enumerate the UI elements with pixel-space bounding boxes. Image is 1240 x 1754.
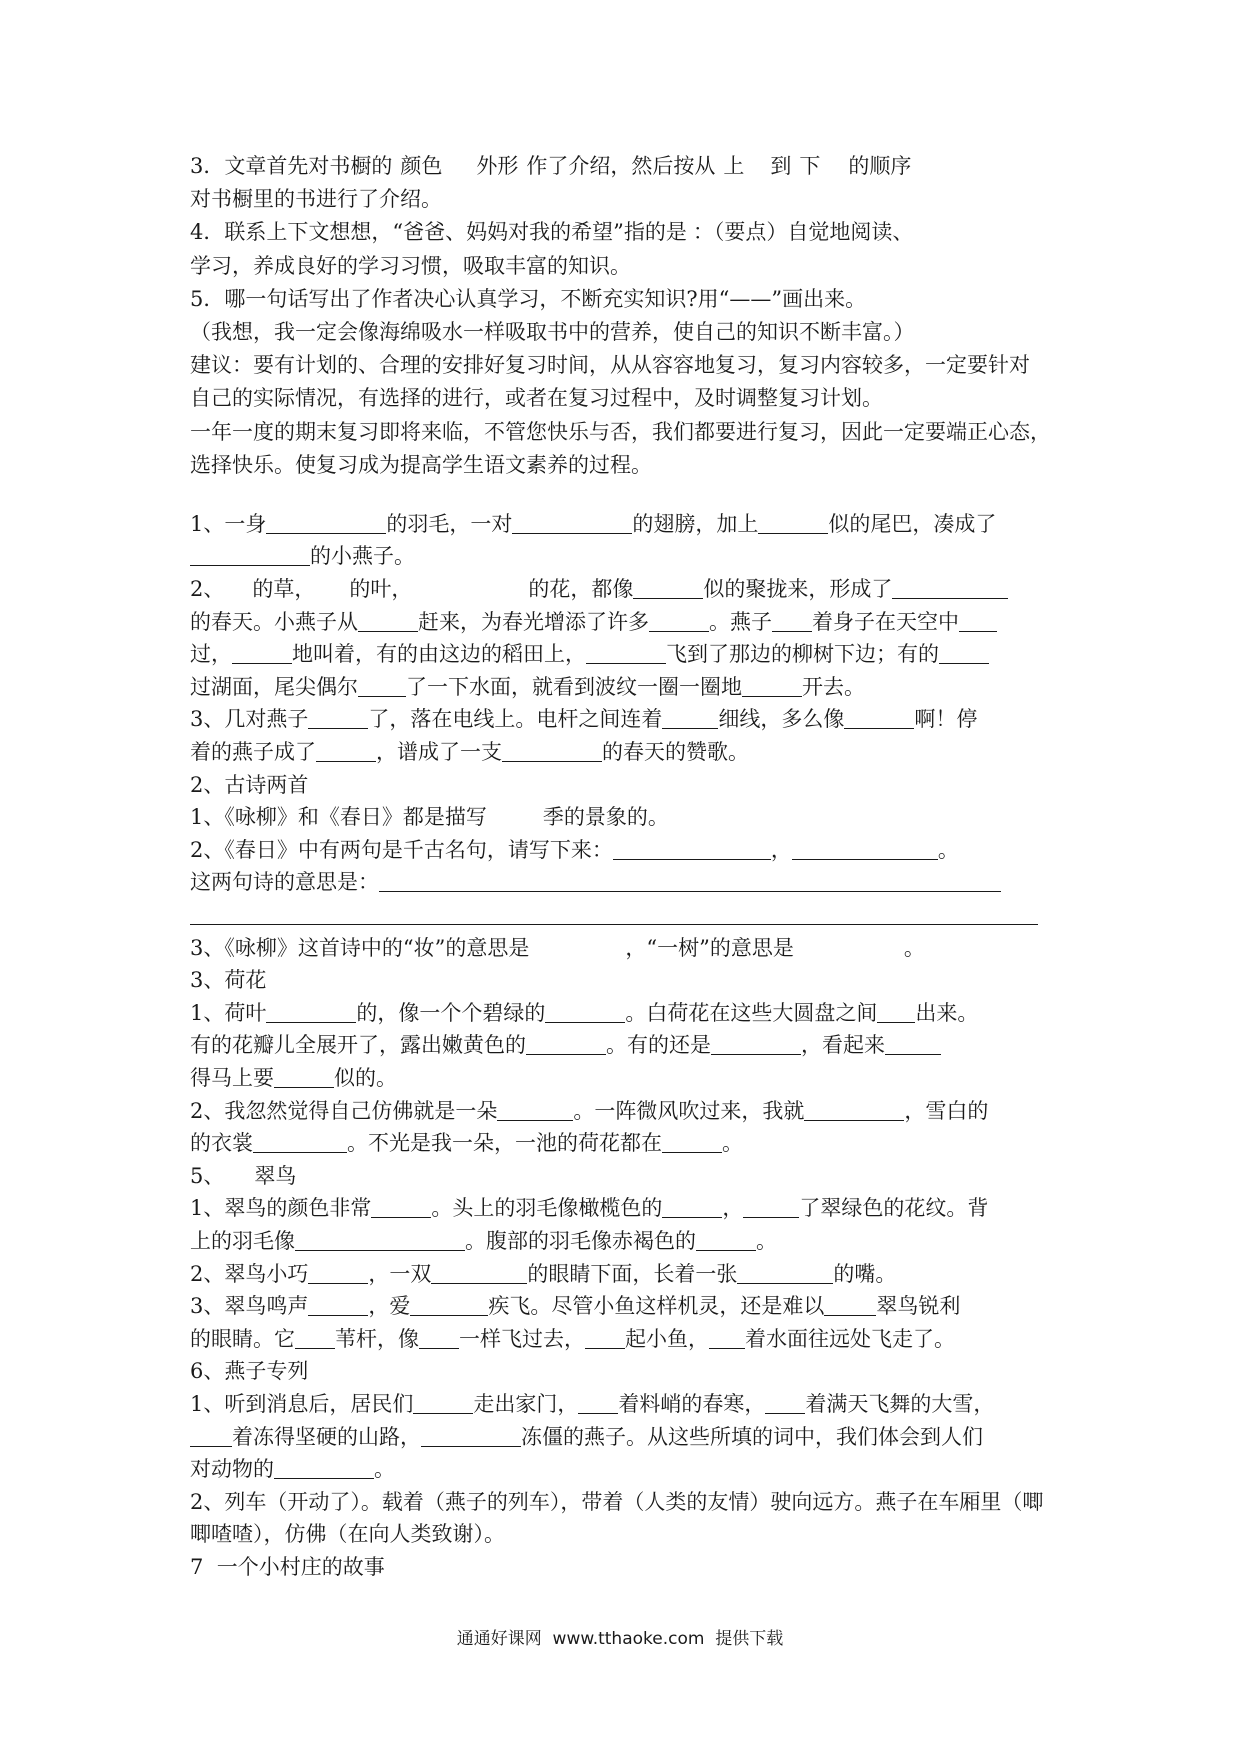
fill-blank[interactable] (586, 642, 666, 664)
poems-line-2: 2、《春日》中有两句是千古名句，请写下来： ， 。 (190, 837, 959, 862)
fill-blank[interactable] (758, 512, 828, 534)
fill-blank[interactable] (497, 1099, 573, 1121)
lotus-line-3: 得马上要 似的。 (190, 1065, 397, 1090)
swallow-train-heading: 6、燕子专列 (190, 1359, 309, 1384)
swallow-train-line-4: 2、列车（开动了）。载着（燕子的列车），带着（人类的友情）驶向远方。燕子在车厢里（唧 (190, 1489, 1044, 1514)
lotus-heading: 3、荷花 (190, 968, 267, 993)
intro-section (190, 150, 1060, 482)
fill-blank[interactable] (266, 1001, 356, 1023)
fill-blank[interactable] (585, 1327, 625, 1349)
fill-blank[interactable] (792, 838, 938, 860)
fill-blank[interactable] (358, 610, 418, 632)
fill-blank[interactable] (266, 512, 386, 534)
fill-blank[interactable] (892, 577, 1008, 599)
fill-blank[interactable] (190, 903, 1038, 925)
fill-blank[interactable] (295, 1327, 335, 1349)
swallow-train-line-3: 对动物的 。 (190, 1457, 395, 1482)
fill-blank[interactable] (649, 610, 709, 632)
swallow-line-3: 2、 的草， 的叶， 的花，都像 似的聚拢来，形成了 (190, 573, 1060, 606)
fill-blank[interactable] (824, 1294, 876, 1316)
fill-blank[interactable] (358, 675, 406, 697)
fill-blank[interactable] (613, 838, 771, 860)
fill-blank[interactable] (526, 1033, 606, 1055)
fill-blank[interactable] (274, 1066, 334, 1088)
fill-blank[interactable] (232, 642, 292, 664)
fill-blank[interactable] (371, 1196, 431, 1218)
fill-blank[interactable] (413, 1392, 473, 1414)
advice-line-3: 一年一度的期末复习即将来临，不管您快乐与否，我们都要进行复习，因此一定要端正心态， (190, 419, 1051, 444)
fill-blank[interactable] (578, 1392, 618, 1414)
village-heading: 7 一个小村庄的故事 (190, 1554, 385, 1579)
fill-blank[interactable] (885, 1033, 941, 1055)
swallow-line-6: 过湖面，尾尖偶尔 了一下水面，就看到波纹一圈一圈地 开去。 (190, 674, 865, 699)
swallow-line-8: 着的燕子成了 ，谱成了一支 的春天的赞歌。 (190, 740, 749, 765)
fill-blank[interactable] (545, 1001, 625, 1023)
page-footer: 通通好课网 www.tthaoke.com 提供下载 (456, 1629, 784, 1649)
question-3-line: 3．文章首先对书橱的 颜色 外形 作了介绍，然后按从 上 到 下 的顺序 (190, 154, 912, 178)
fill-blank[interactable] (431, 1262, 527, 1284)
fill-blank[interactable] (502, 740, 602, 762)
advice-line-2: 自己的实际情况，有选择的进行，或者在复习过程中，及时调整复习计划。 (190, 386, 883, 411)
question-5-line: 5．哪一句话写出了作者决心认真学习，不断充实知识?用“——”画出来。 (190, 286, 867, 311)
fill-blank[interactable] (274, 1457, 374, 1479)
swallow-line-7: 3、几对燕子 了，落在电线上。电杆之间连着 细线，多么像 啊！停 (190, 707, 978, 732)
kingfisher-heading: 5、 翠鸟 (190, 1163, 297, 1188)
fill-blank[interactable] (190, 1425, 232, 1447)
fill-blank[interactable] (410, 1294, 488, 1316)
fill-blank[interactable] (709, 1327, 745, 1349)
poems-line-3: 这两句诗的意思是： (190, 866, 1060, 899)
fill-blank[interactable] (804, 1099, 904, 1121)
question-5-answer: （我想，我一定会像海绵吸水一样吸取书中的营养，使自己的知识不断丰富。） (190, 319, 915, 344)
lotus-line-2: 有的花瓣儿全展开了，露出嫩黄色的 。有的还是 ，看起来 (190, 1029, 1060, 1062)
fill-blank[interactable] (308, 707, 368, 729)
fill-blank[interactable] (844, 707, 914, 729)
swallow-train-line-1: 1、听到消息后，居民们 走出家门， 着料峭的春寒， 着满天飞舞的大雪， (190, 1391, 995, 1416)
fill-blank[interactable] (662, 1131, 722, 1153)
advice-line-1: 建议：要有计划的、合理的安排好复习时间，从从容容地复习，复习内容较多，一定要针对 (190, 353, 1030, 378)
swallow-train-line-5: 唧喳喳），仿佛（在向人类致谢）。 (190, 1522, 505, 1547)
fill-blank[interactable] (295, 1229, 465, 1251)
fill-blank[interactable] (765, 1392, 805, 1414)
fill-blank[interactable] (662, 1196, 722, 1218)
fill-blank[interactable] (772, 610, 812, 632)
poems-line-5: 3、《咏柳》这首诗中的“妆”的意思是 ，“一树”的意思是 。 (190, 935, 925, 960)
exercises-section (190, 508, 1060, 1584)
swallow-line-1: 1、一身 的羽毛，一对 的翅膀，加上 似的尾巴，凑成了 (190, 511, 997, 536)
fill-blank[interactable] (959, 610, 997, 632)
fill-blank[interactable] (253, 1131, 347, 1153)
fill-blank[interactable] (662, 707, 718, 729)
worksheet-content (190, 150, 1060, 1583)
question-4-line: 4．联系上下文想想，“爸爸、妈妈对我的希望”指的是 ：（要点）自觉地阅读、 (190, 220, 914, 245)
fill-blank[interactable] (743, 1196, 799, 1218)
fill-blank[interactable] (190, 544, 310, 566)
fill-blank[interactable] (696, 1229, 756, 1251)
fill-blank[interactable] (877, 1001, 915, 1023)
poems-heading: 2、古诗两首 (190, 772, 309, 797)
swallow-train-line-2: 着冻得坚硬的山路， 冻僵的燕子。从这些所填的词中，我们体会到人们 (190, 1421, 1060, 1454)
fill-blank[interactable] (737, 1262, 833, 1284)
kingfisher-line-4: 3、翠鸟鸣声 ，爱 疾飞。尽管小鱼这样机灵，还是难以 翠鸟锐利 (190, 1294, 961, 1319)
fill-blank[interactable] (939, 642, 989, 664)
fill-blank[interactable] (419, 1327, 459, 1349)
fill-blank[interactable] (742, 675, 802, 697)
swallow-line-2: 的小燕子。 (190, 540, 1060, 573)
lotus-line-5: 的衣裳 。不光是我一朵，一池的荷花都在 。 (190, 1131, 743, 1156)
fill-blank[interactable] (512, 512, 632, 534)
kingfisher-line-5: 的眼睛。它 苇杆，像 一样飞过去， 起小鱼， 着水面往远处飞走了。 (190, 1326, 955, 1351)
swallow-line-5: 过， 地叫着，有的由这边的稻田上， 飞到了那边的柳树下边；有的 (190, 638, 1060, 671)
question-4-line-2: 学习，养成良好的学习习惯，吸取丰富的知识。 (190, 253, 631, 278)
fill-blank[interactable] (308, 1294, 368, 1316)
fill-blank[interactable] (308, 1262, 368, 1284)
advice-line-4: 选择快乐。使复习成为提高学生语文素养的过程。 (190, 452, 652, 477)
fill-blank[interactable] (316, 740, 376, 762)
question-3-line-2: 对书橱里的书进行了介绍。 (190, 187, 442, 212)
kingfisher-line-1: 1、翠鸟的颜色非常 。头上的羽毛像橄榄色的 ， 了翠绿色的花纹。背 (190, 1196, 989, 1221)
poems-line-1: 1、《咏柳》和《春日》都是描写 季的景象的。 (190, 805, 669, 830)
fill-blank[interactable] (379, 870, 1001, 892)
lotus-line-4: 2、我忽然觉得自己仿佛就是一朵 。一阵微风吹过来，我就 ，雪白的 (190, 1098, 989, 1123)
swallow-line-4: 的春天。小燕子从 赶来，为春光增添了许多 。燕子 着身子在天空中 (190, 606, 1060, 639)
kingfisher-line-3: 2、翠鸟小巧 ，一双 的眼睛下面，长着一张 的嘴。 (190, 1261, 897, 1286)
lotus-line-1: 1、荷叶 的，像一个个碧绿的 。白荷花在这些大圆盘之间 出来。 (190, 1000, 979, 1025)
fill-blank[interactable] (421, 1425, 521, 1447)
poems-line-4 (190, 899, 1060, 932)
fill-blank[interactable] (711, 1033, 801, 1055)
fill-blank[interactable] (633, 577, 703, 599)
kingfisher-line-2: 上的羽毛像 。腹部的羽毛像赤褐色的 。 (190, 1228, 777, 1253)
